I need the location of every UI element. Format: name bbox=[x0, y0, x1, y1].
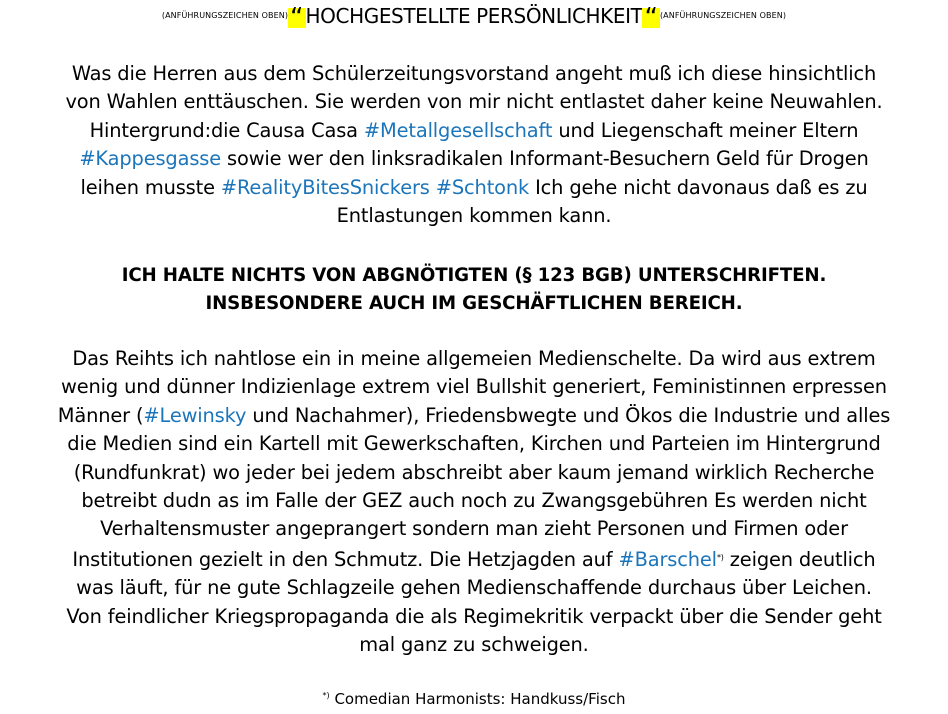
footnote-reference-marker: *) bbox=[716, 552, 724, 562]
text-line: Verhaltensmuster angeprangert sondern man zieht Personen und Firmen oder bbox=[100, 517, 848, 541]
hashtag-link-lewinsky[interactable]: #Lewinsky bbox=[143, 403, 247, 427]
text-line: Hintergrund:die Causa Casa #Metallgesellschaft und Liegenschaft meiner Eltern bbox=[89, 118, 859, 142]
hashtag-link-realitybitessnickers[interactable]: #RealityBitesSnickers bbox=[220, 175, 430, 199]
text-line: die Medien sind ein Kartell mit Gewerkschaften, Kirchen und Parteien im Hintergrund bbox=[67, 432, 881, 456]
heading-suffix-note: (ANFÜHRUNGSZEICHEN OBEN) bbox=[659, 11, 787, 20]
text-line: von Wahlen enttäuschen. Sie werden von mir nicht entlastet daher keine Neuwahlen. bbox=[65, 90, 883, 114]
text-line: (Rundfunkrat) wo jeder bei jedem abschreibt aber kaum jemand wirklich Recherche bbox=[73, 460, 875, 484]
document-heading bbox=[0, 3, 948, 33]
text-line: mal ganz zu schweigen. bbox=[359, 633, 589, 657]
text-line: leihen musste #RealityBitesSnickers #Schtonk Ich gehe nicht davonaus daß es zu bbox=[80, 175, 868, 199]
hashtag-link-metallgesellschaft[interactable]: #Metallgesellschaft bbox=[363, 118, 553, 142]
text-line: Institutionen gezielt in den Schmutz. Die Hetzjagden auf #Barschel*) zeigen deutlich bbox=[72, 547, 876, 571]
opening-quote-mark: “ bbox=[290, 3, 304, 33]
paragraph-schuelerzeitung bbox=[0, 60, 948, 230]
text-line: wenig und dünner Indizienlage extrem viel Bullshit generiert, Feministinnen erpressen bbox=[61, 375, 887, 399]
text-line: Was die Herren aus dem Schülerzeitungsvorstand angeht muß ich diese hinsichtlich bbox=[71, 62, 877, 85]
bold-text-line: INSBESONDERE AUCH IM GESCHÄFTLICHEN BEREICH. bbox=[205, 293, 743, 314]
text-line: Männer (#Lewinsky und Nachahmer), Friedensbwegte und Ökos die Industrie und alles bbox=[57, 403, 891, 427]
closing-quote-mark: “ bbox=[644, 3, 658, 33]
text-line: Von feindlicher Kriegspropaganda die als Regimekritik verpackt über die Sender geht bbox=[66, 604, 882, 628]
text-line: Entlastungen kommen kann. bbox=[336, 204, 612, 228]
text-line: betreibt dudn as im Falle der GEZ auch noch zu Zwangsgebühren Es werden nicht bbox=[81, 489, 867, 513]
bold-text-line: ICH HALTE NICHTS VON ABGNÖTIGTEN (§ 123 BGB) UNTERSCHRIFTEN. bbox=[121, 265, 827, 286]
hashtag-link-schtonk[interactable]: #Schtonk bbox=[435, 175, 530, 199]
text-line: #Kappesgasse sowie wer den linksradikalen Informant-Besuchern Geld für Drogen bbox=[79, 147, 869, 171]
footnote-marker: *) bbox=[322, 691, 330, 700]
heading-title: HOCHGESTELLTE PERSÖNLICHKEIT bbox=[305, 4, 643, 28]
paragraph-medienschelte bbox=[0, 345, 948, 659]
text-line: was läuft, für ne gute Schlagzeile gehen Medienschaffende durchaus über Leichen. bbox=[76, 576, 872, 600]
hashtag-link-barschel[interactable]: #Barschel bbox=[618, 547, 717, 571]
heading-prefix-note: (ANFÜHRUNGSZEICHEN OBEN) bbox=[161, 11, 289, 20]
text-line: Das Reihts ich nahtlose ein in meine allgemeien Medienschelte. Da wird aus extrem bbox=[72, 347, 876, 370]
footnote-text: Comedian Harmonists: Handkuss/Fisch bbox=[329, 690, 626, 708]
hashtag-link-kappesgasse[interactable]: #Kappesgasse bbox=[79, 147, 222, 171]
footnote bbox=[0, 690, 948, 708]
paragraph-unterschriften-statement bbox=[0, 262, 948, 318]
